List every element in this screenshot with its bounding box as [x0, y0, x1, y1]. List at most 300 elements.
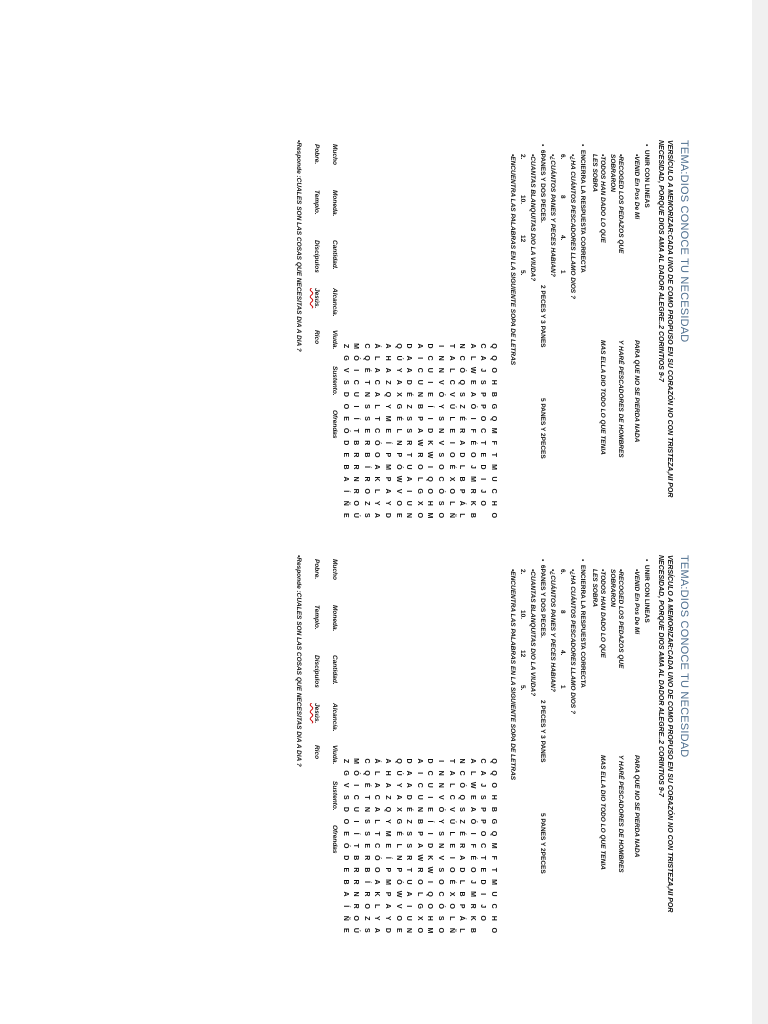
- word-search-letter: A: [384, 758, 392, 764]
- word-search-letter: Ú: [352, 512, 360, 518]
- word-search-letter: Ó: [352, 355, 360, 361]
- word-search-letter: P: [479, 392, 487, 397]
- word-search-letter: A: [384, 903, 392, 909]
- word-search-letter: L: [447, 916, 455, 921]
- word-search-letter: P: [458, 488, 466, 494]
- word-search-letter: Q: [394, 343, 402, 349]
- word-search-letter: U: [490, 476, 497, 482]
- memory-verse: VERSÍCULO A MEMORIZAR:CADA UNO DE COMO PROPUSO EN SU CORAZÓN NO CON TRISTEZA,NI POR NECESIDAD, PORQUE DIOS AMA AL DADOR ALEGRE..2 CORINTIOS 9-7: [657, 555, 673, 913]
- word-search-letter: Y: [384, 500, 392, 506]
- word-search-letter: B: [468, 927, 476, 933]
- word-search-letter: L: [394, 428, 402, 433]
- word-search-letter: O: [341, 818, 349, 825]
- word-search-letter: P: [479, 819, 487, 824]
- word-search-letter: O: [490, 367, 497, 373]
- word-search-letter: Ó: [437, 806, 445, 813]
- word-search-letter: A: [468, 806, 476, 812]
- word-search-letter: Ú: [447, 403, 455, 410]
- word-search-letter: O: [394, 500, 402, 506]
- word-search-letter: B: [341, 464, 349, 470]
- word-search-letter: Ó: [341, 427, 349, 434]
- word-search-letter: S: [479, 379, 487, 385]
- q3-option-4: 5.: [519, 270, 526, 276]
- word-search-row: [339, 755, 350, 936]
- word-search-letter: T: [405, 867, 413, 873]
- word-search-letter: N: [458, 343, 466, 349]
- word-search-letter: S: [362, 831, 370, 836]
- word-search-letter: S: [437, 452, 445, 458]
- word-search-letter: Á: [373, 758, 381, 764]
- unir-right-1: PARA QUE NO SE PIERDA NADA: [633, 340, 640, 443]
- word-search-letter: Y: [373, 500, 381, 506]
- word-search-letter: O: [352, 500, 360, 506]
- word-search-letter: G: [490, 403, 497, 410]
- unir-right-1: PARA QUE NO SE PIERDA NADA: [633, 755, 640, 858]
- word-search-letter: R: [362, 855, 370, 861]
- word-search-letter: A: [373, 782, 381, 788]
- unir-left-2: •RECOGED LOS PEDAZOS QUE SOBRARON: [609, 154, 624, 254]
- word-search-letter: Ó: [341, 842, 349, 849]
- word-search-letter: A: [394, 379, 402, 385]
- word-search-letter: A: [447, 770, 455, 776]
- word-search-row: [371, 755, 382, 936]
- word-search-letter: Q: [490, 830, 497, 837]
- word-search-letter: C: [426, 770, 434, 776]
- word-search-letter: E: [341, 867, 349, 873]
- word-search-letter: J: [479, 368, 487, 373]
- q2-option-2: 2 PECES Y 3 PANES: [539, 285, 546, 348]
- word-search-letter: I: [468, 832, 476, 835]
- word-search-letter: O: [490, 512, 497, 519]
- word-search-letter: A: [384, 488, 392, 494]
- word-search-letter: E: [479, 867, 487, 873]
- word-search-letter: A: [373, 391, 381, 397]
- question-3: •CUANTAS BLANQUITAS DIO LA VIUDA?: [529, 154, 536, 282]
- word-search-row: [466, 755, 477, 936]
- word-search-letter: N: [415, 806, 423, 812]
- word-search-letter: J: [468, 880, 476, 884]
- word-search-letter: Y: [394, 782, 402, 788]
- word-search-letter: R: [415, 867, 423, 873]
- word-search-letter: F: [468, 843, 476, 848]
- word-search-letter: O: [479, 415, 487, 422]
- word-search-letter: Ú: [447, 818, 455, 825]
- word-search-letter: D: [426, 428, 434, 434]
- word-search-letter: E: [384, 428, 392, 434]
- word-search-letter: O: [415, 464, 423, 470]
- word-search-letter: L: [415, 891, 423, 897]
- word-search-letter: Á: [458, 915, 466, 921]
- word-search-letter: I: [352, 784, 360, 787]
- word-search-letter: B: [415, 818, 423, 825]
- word-search-letter: E: [447, 428, 455, 434]
- q2-option-1: • 6PANES Y DOS PECES.: [539, 144, 546, 223]
- word-search-letter: S: [405, 416, 413, 421]
- word-search-letter: T: [362, 795, 370, 800]
- word-search-row: [403, 340, 414, 521]
- word-search-letter: Y: [394, 367, 402, 373]
- word-search-row: [487, 340, 498, 521]
- word-search-letter: E: [341, 513, 349, 518]
- word-search-row: [456, 755, 467, 936]
- word-search-letter: C: [352, 794, 360, 800]
- word-search-letter: M: [426, 512, 434, 519]
- word-search-letter: G: [415, 488, 423, 494]
- word-search-row: [445, 340, 456, 521]
- word-search-letter: F: [490, 440, 497, 445]
- word-search-letter: Ú: [394, 770, 402, 776]
- word-search-letter: U: [426, 367, 434, 373]
- word-search-letter: I: [426, 381, 434, 384]
- word-search-letter: T: [479, 440, 487, 445]
- word-search-letter: D: [405, 343, 413, 349]
- word-search-letter: A: [458, 440, 466, 446]
- word-search-letter: Í: [352, 417, 360, 420]
- word-search-letter: G: [394, 403, 402, 410]
- word-search-letter: T: [373, 831, 381, 836]
- word-search-letter: D: [426, 758, 434, 764]
- word-list-item: Viuda.: [331, 330, 338, 350]
- word-search-letter: C: [479, 343, 487, 349]
- word-search-letter: E: [468, 379, 476, 385]
- word-search-letter: B: [415, 403, 423, 410]
- word-search-letter: A: [405, 355, 413, 361]
- word-search-letter: Q: [426, 476, 434, 482]
- word-search-letter: R: [468, 488, 476, 494]
- word-search-letter: O: [447, 452, 455, 458]
- word-list-item: Cantidad.: [331, 240, 338, 270]
- word-search-letter: Z: [458, 819, 466, 824]
- word-search-row: [381, 340, 392, 521]
- word-search-letter: E: [426, 807, 434, 812]
- word-search-letter: Q: [362, 355, 370, 361]
- word-search-letter: Y: [437, 404, 445, 409]
- question-1: •¿HA CUÁNTOS PESCADORES LLAMO DIOS ?: [569, 569, 576, 714]
- word-search-letter: A: [373, 367, 381, 373]
- word-search-letter: A: [384, 367, 392, 373]
- word-search-letter: E: [341, 928, 349, 933]
- word-search-letter: B: [352, 855, 360, 861]
- word-search-letter: C: [437, 891, 445, 897]
- word-list-item: Rico: [313, 745, 320, 760]
- word-search-letter: U: [405, 879, 413, 885]
- word-search-letter: T: [352, 428, 360, 433]
- word-search-letter: É: [458, 416, 466, 421]
- word-search-letter: Í: [426, 405, 434, 408]
- word-search-letter: P: [394, 452, 402, 458]
- word-search-letter: E: [341, 416, 349, 421]
- q3-option-4: 5.: [519, 685, 526, 691]
- word-search-letter: E: [479, 452, 487, 458]
- word-search-row: [350, 755, 361, 936]
- word-search-letter: O: [394, 915, 402, 921]
- word-search-letter: D: [341, 806, 349, 812]
- word-search-letter: O: [447, 867, 455, 873]
- word-search-letter: L: [447, 368, 455, 373]
- section-unir: • UNIR CON LINEAS: [643, 144, 650, 208]
- word-search-letter: M: [352, 343, 360, 349]
- question-1: •¿HA CUÁNTOS PESCADORES LLAMO DIOS ?: [569, 154, 576, 299]
- word-search-letter: V: [437, 855, 445, 861]
- q1-option-4: 1: [559, 685, 566, 689]
- word-search-letter: I: [426, 796, 434, 799]
- word-search-letter: A: [384, 343, 392, 349]
- word-search-letter: A: [405, 891, 413, 897]
- word-search-letter: N: [437, 770, 445, 776]
- word-search-letter: S: [341, 379, 349, 385]
- word-list-item: Discípulos: [313, 655, 320, 688]
- word-search-letter: A: [479, 355, 487, 361]
- word-search-letter: Q: [426, 891, 434, 897]
- word-search-letter: I: [447, 441, 455, 444]
- word-search-letter: Y: [437, 819, 445, 824]
- word-list-item: Pobre.: [313, 559, 320, 580]
- word-search-letter: C: [415, 367, 423, 373]
- word-search-letter: C: [458, 355, 466, 361]
- word-search-letter: A: [373, 879, 381, 885]
- word-search-letter: A: [458, 855, 466, 861]
- word-search-letter: Y: [384, 915, 392, 921]
- word-search-letter: I: [479, 478, 487, 481]
- word-search-letter: D: [384, 927, 392, 933]
- word-search-row: [434, 755, 445, 936]
- word-search-letter: U: [415, 794, 423, 800]
- word-search-letter: R: [352, 879, 360, 885]
- word-search-letter: V: [437, 379, 445, 385]
- word-search-letter: M: [426, 927, 434, 934]
- word-search-row: [413, 755, 424, 936]
- word-search-letter: É: [394, 831, 402, 836]
- word-search-letter: S: [437, 831, 445, 836]
- word-search-row: [403, 755, 414, 936]
- word-search-letter: L: [458, 464, 466, 470]
- word-search-letter: G: [341, 770, 349, 776]
- word-search-letter: K: [468, 915, 476, 921]
- word-search-letter: I: [405, 490, 413, 493]
- word-search-letter: U: [405, 915, 413, 921]
- word-search-letter: L: [373, 819, 381, 824]
- word-search-letter: P: [479, 404, 487, 409]
- word-search-letter: R: [468, 903, 476, 909]
- word-search-letter: N: [362, 391, 370, 397]
- word-search-row: [350, 340, 361, 521]
- word-search-letter: S: [458, 392, 466, 397]
- word-search-letter: É: [362, 782, 370, 788]
- word-search-letter: T: [447, 758, 455, 764]
- word-search-letter: D: [426, 343, 434, 349]
- word-search-letter: Q: [490, 758, 497, 764]
- word-search-letter: P: [415, 831, 423, 836]
- word-search-letter: C: [447, 379, 455, 385]
- word-list-item: Sustento.: [331, 781, 338, 811]
- word-search-letter: A: [468, 391, 476, 397]
- word-search-letter: N: [362, 806, 370, 812]
- q3-option-1: 2.: [519, 569, 526, 575]
- respond-prompt: •Responde :CUALES SON LAS COSAS QUE NECESITAS DIA A DIA ?: [295, 555, 302, 767]
- word-search-letter: T: [373, 416, 381, 421]
- word-search-letter: V: [437, 440, 445, 446]
- word-search-letter: R: [458, 428, 466, 434]
- word-search-letter: Q: [458, 794, 466, 801]
- word-search-letter: L: [458, 513, 466, 518]
- word-search-letter: B: [458, 476, 466, 482]
- word-search-letter: Ó: [373, 855, 381, 861]
- word-search-letter: C: [437, 476, 445, 482]
- word-search-letter: L: [447, 416, 455, 421]
- unir-right-3: MAS ELLA DIO TODO LO QUE TENIA: [599, 340, 606, 455]
- word-search-letter: K: [468, 500, 476, 506]
- word-search-letter: O: [415, 512, 423, 519]
- worksheet-title: TEMA:DIOS CONOCE TU NECESIDAD: [678, 555, 690, 758]
- word-search-letter: W: [426, 451, 434, 459]
- word-search-letter: Q: [490, 415, 497, 422]
- word-search-letter: Ñ: [341, 915, 349, 921]
- word-search-letter: V: [341, 782, 349, 788]
- word-search-letter: J: [479, 783, 487, 788]
- word-search-letter: N: [415, 391, 423, 397]
- word-search-letter: E: [341, 831, 349, 836]
- word-list-item: Rico: [313, 330, 320, 345]
- word-search-letter: I: [352, 369, 360, 372]
- word-search-letter: D: [479, 464, 487, 470]
- word-search-letter: P: [384, 452, 392, 458]
- word-search-letter: E: [362, 843, 370, 849]
- word-search-letter: M: [468, 891, 476, 897]
- word-search-letter: T: [490, 452, 497, 458]
- word-search-letter: T: [447, 343, 455, 349]
- word-search-letter: O: [415, 927, 423, 934]
- word-search-letter: Z: [458, 404, 466, 409]
- word-search-letter: A: [479, 770, 487, 776]
- word-search-letter: Ñ: [447, 512, 455, 518]
- word-search-letter: S: [405, 428, 413, 434]
- word-search-letter: L: [447, 783, 455, 788]
- word-search-letter: M: [384, 879, 392, 885]
- q1-option-3: 4.: [559, 235, 566, 241]
- word-search-letter: A: [373, 927, 381, 933]
- word-search-letter: Ó: [394, 879, 402, 885]
- word-search-letter: Q: [384, 806, 392, 813]
- word-search-letter: M: [352, 758, 360, 764]
- word-search-letter: L: [394, 843, 402, 848]
- word-search-letter: X: [394, 807, 402, 812]
- word-search-letter: N: [394, 440, 402, 446]
- q1-option-4: 1: [559, 270, 566, 274]
- word-search-letter: G: [415, 903, 423, 909]
- word-search-grid: [339, 340, 498, 521]
- q2-option-3: 5 PANES Y 2PECES: [539, 398, 546, 459]
- word-search-letter: S: [405, 831, 413, 836]
- word-search-letter: C: [447, 794, 455, 800]
- word-search-letter: Ó: [458, 367, 466, 373]
- word-search-letter: M: [384, 415, 392, 422]
- word-search-row: [477, 755, 488, 936]
- word-search-letter: D: [405, 794, 413, 800]
- word-search-row: [445, 755, 456, 936]
- word-search-row: [392, 755, 403, 936]
- word-search-letter: B: [341, 879, 349, 885]
- word-search-letter: S: [362, 513, 370, 518]
- word-search-letter: F: [490, 855, 497, 860]
- word-search-letter: N: [437, 428, 445, 434]
- q3-option-2: 10.: [519, 610, 526, 620]
- word-search-letter: L: [468, 771, 476, 776]
- word-search-letter: O: [479, 500, 487, 506]
- word-search-letter: N: [405, 927, 413, 933]
- word-search-letter: I: [426, 832, 434, 835]
- word-search-letter: É: [405, 392, 413, 397]
- word-list-item: Ofrendas: [331, 825, 338, 854]
- word-list-item: Mucho: [331, 559, 338, 580]
- word-search-letter: L: [458, 928, 466, 933]
- word-search-letter: N: [437, 782, 445, 788]
- q3-option-3: 12: [519, 235, 526, 243]
- word-search-letter: E: [394, 513, 402, 518]
- word-search-letter: Ú: [394, 355, 402, 361]
- word-search-letter: G: [490, 818, 497, 825]
- word-search-letter: A: [405, 782, 413, 788]
- word-search-letter: O: [373, 867, 381, 873]
- word-search-row: [456, 340, 467, 521]
- q1-option-3: 4.: [559, 650, 566, 656]
- word-search-letter: H: [490, 794, 497, 800]
- word-search-letter: R: [352, 464, 360, 470]
- word-search-letter: D: [405, 758, 413, 764]
- word-search-letter: E: [341, 452, 349, 458]
- word-search-letter: H: [384, 770, 392, 776]
- word-search-letter: U: [426, 782, 434, 788]
- word-search-letter: M: [490, 427, 497, 434]
- word-search-letter: É: [468, 440, 476, 446]
- word-search-letter: X: [447, 891, 455, 897]
- word-search-letter: O: [362, 903, 370, 909]
- word-search-letter: O: [447, 488, 455, 494]
- word-search-letter: Ó: [437, 903, 445, 909]
- word-search-letter: R: [362, 891, 370, 897]
- word-search-letter: S: [437, 500, 445, 506]
- word-search-letter: M: [490, 879, 497, 885]
- word-search-letter: T: [362, 380, 370, 385]
- word-search-letter: É: [447, 879, 455, 885]
- word-search-row: [487, 755, 498, 936]
- word-search-letter: M: [384, 464, 392, 470]
- word-search-letter: O: [490, 927, 497, 934]
- word-search-letter: C: [490, 488, 497, 494]
- word-search-row: [424, 755, 435, 936]
- word-list-item: Moneda.: [331, 190, 338, 217]
- q2-option-2: 2 PECES Y 3 PANES: [539, 700, 546, 763]
- unir-left-2: •RECOGED LOS PEDAZOS QUE SOBRARON: [609, 569, 624, 669]
- word-search-row: [381, 755, 392, 936]
- word-search-letter: C: [479, 758, 487, 764]
- word-search-letter: G: [341, 355, 349, 361]
- word-search-letter: P: [394, 867, 402, 873]
- word-list-item: Sustento.: [331, 366, 338, 396]
- word-list-item: Discípulos: [313, 240, 320, 273]
- word-search-letter: B: [352, 440, 360, 446]
- word-search-letter: P: [458, 903, 466, 909]
- word-search-letter: P: [415, 416, 423, 421]
- word-search-letter: D: [384, 512, 392, 518]
- word-search-letter: B: [458, 891, 466, 897]
- soup-instruction: •ENCUENTRA LAS PALABRAS EN LA SIGUIENTE SOPA DE LETRAS: [509, 154, 516, 366]
- word-search-letter: Y: [384, 819, 392, 824]
- word-search-letter: Í: [362, 466, 370, 468]
- word-search-letter: Q: [394, 758, 402, 764]
- word-search-letter: O: [437, 464, 445, 470]
- word-search-letter: M: [384, 830, 392, 837]
- word-search-row: [360, 755, 371, 936]
